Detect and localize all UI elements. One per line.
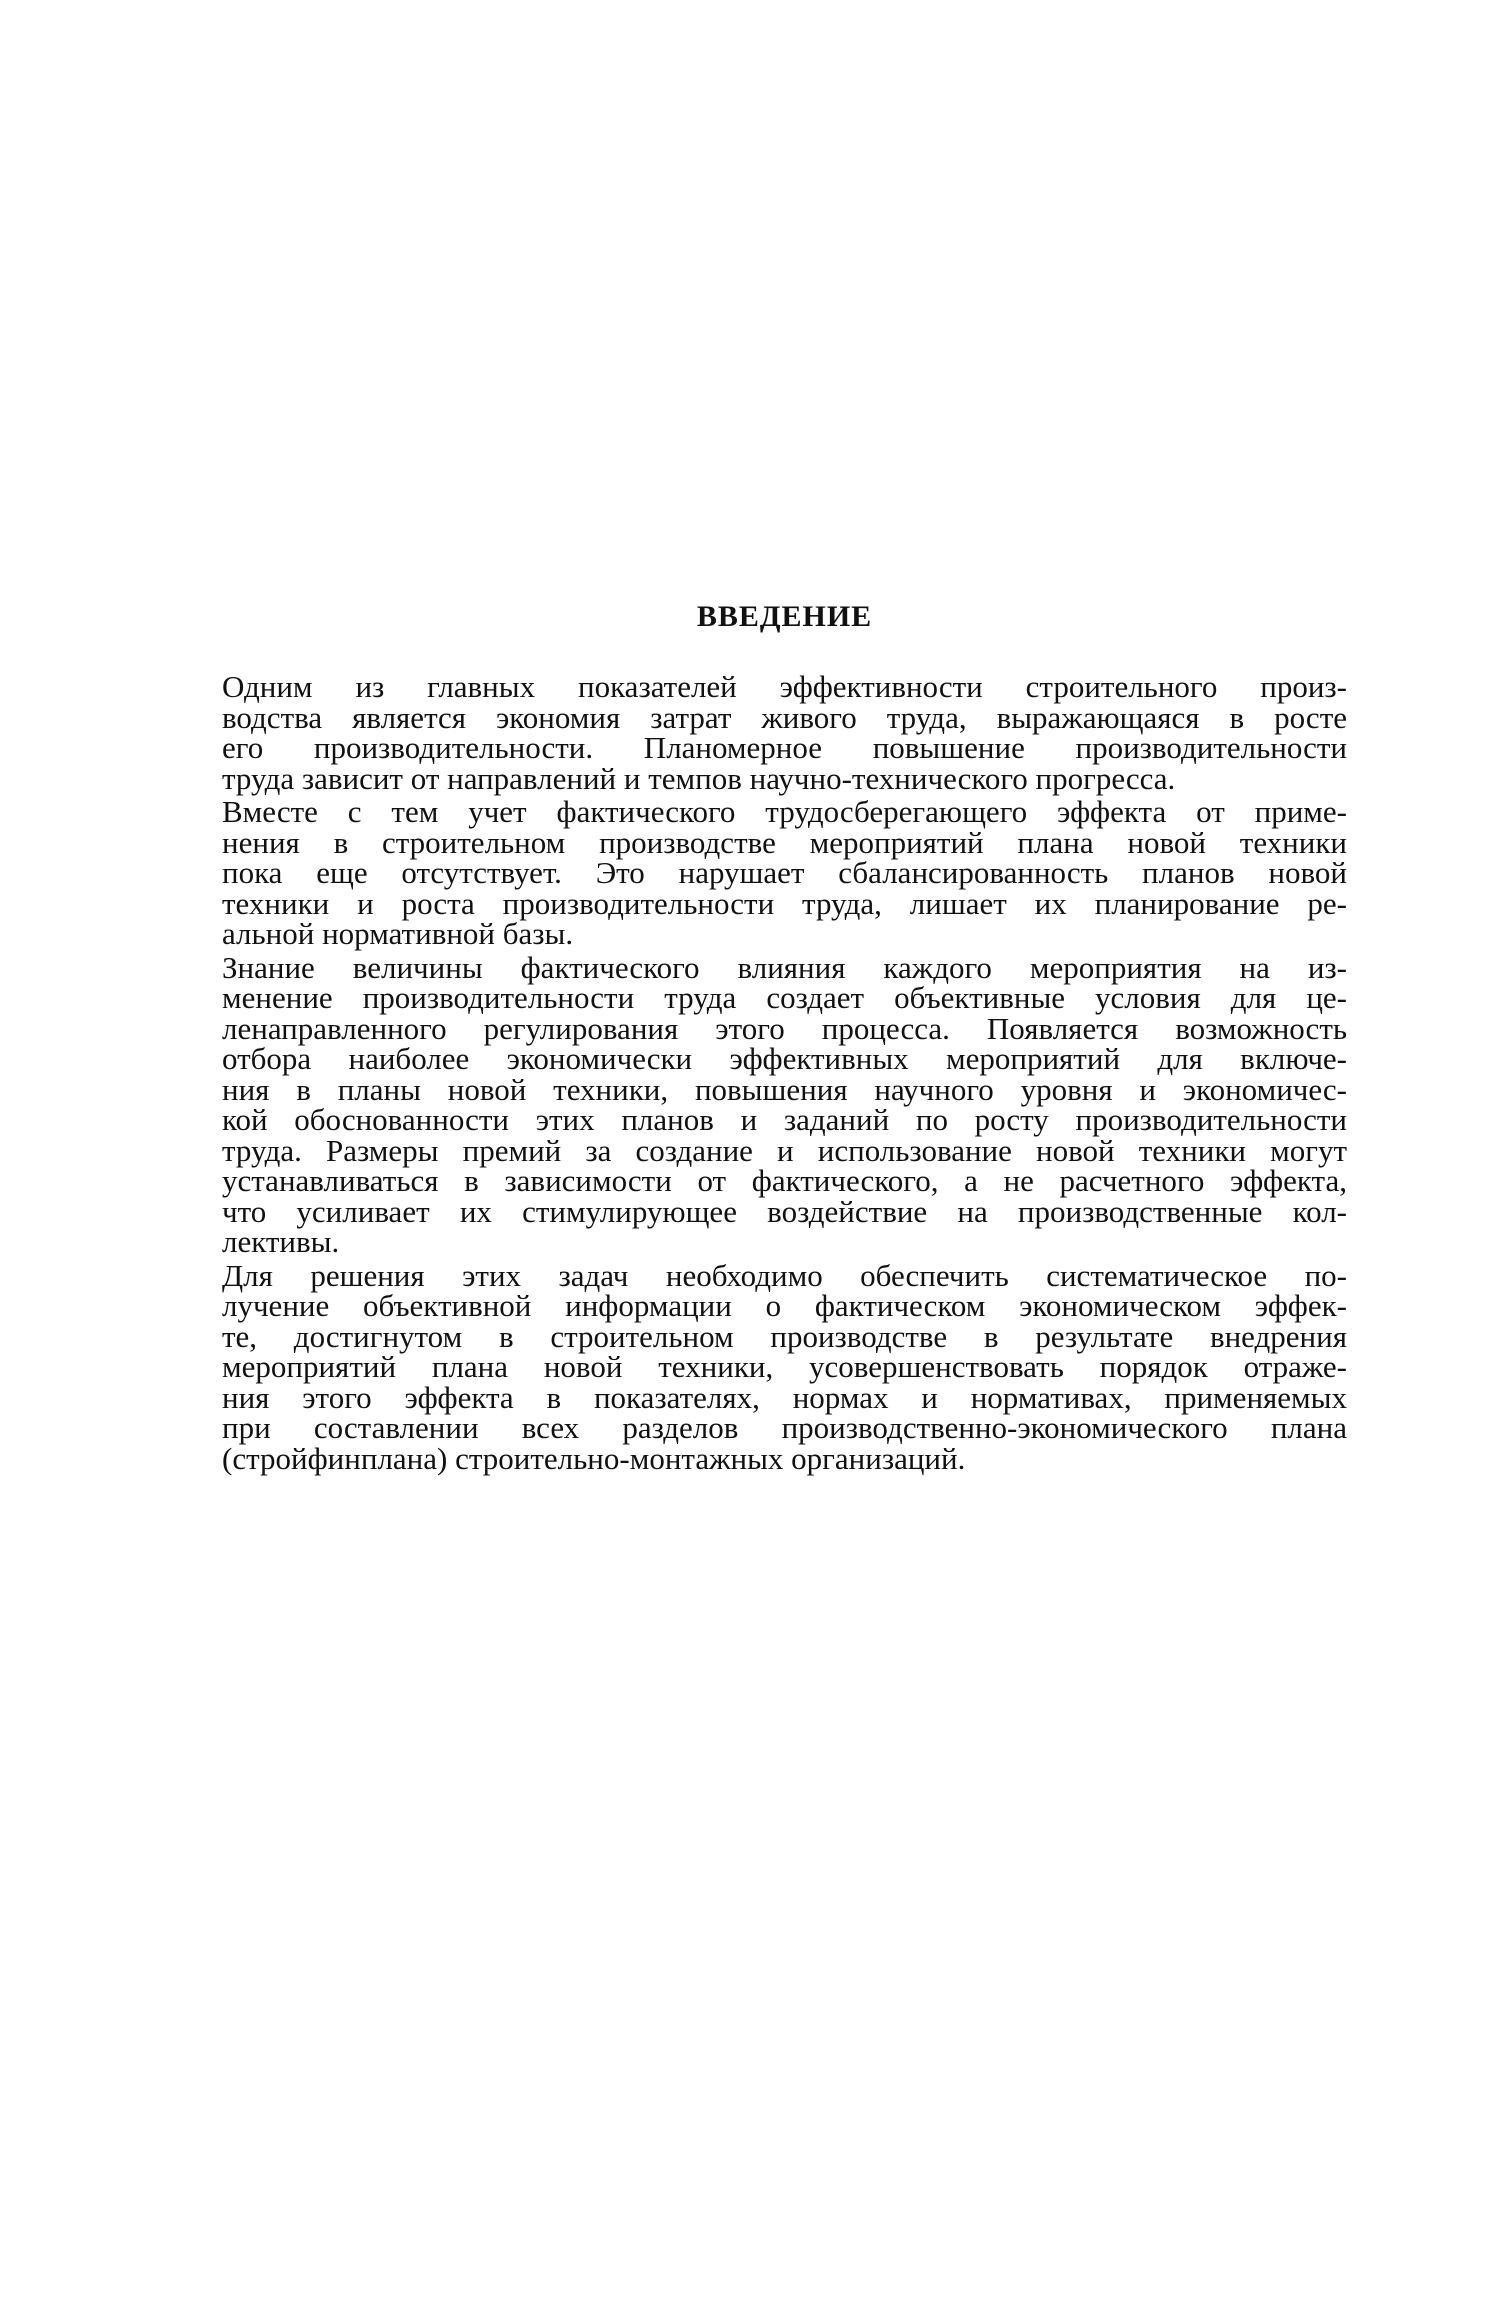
text-line: альной нормативной базы. [222,916,574,951]
text-line: лективы. [222,1224,340,1259]
text-line: техники и роста производительности труда, лишает их планирование ре- [222,885,1347,921]
text-line: кой обоснованности этих планов и заданий по росту производительности [222,1102,1347,1137]
text-line: устанавливаться в зависимости от фактического, а не расчетного эффекта, [222,1163,1347,1198]
text-line: труда зависит от направлений и темпов научно-технического прогресса. [222,760,1176,796]
text-line: нения в строительном производстве мероприятий плана новой техники [222,824,1347,860]
text-line: мероприятий плана новой техники, усовершенствовать порядок отраже- [222,1349,1347,1384]
paragraph [222,949,1347,1259]
paragraph [222,669,1347,796]
text-line: Знание величины фактического влияния каждого мероприятия на из- [222,949,1347,985]
text-line: Вместе с тем учет фактического трудосберегающего эффекта от приме- [222,794,1347,829]
text-line: (стройфинплана) строительно-монтажных организаций. [222,1440,966,1476]
text-line: ния этого эффекта в показателях, нормах и нормативах, применяемых [222,1379,1347,1415]
text-line: труда. Размеры премий за создание и использование новой техники могут [222,1132,1347,1168]
text-line: лучение объективной информации о фактическом экономическом эффек- [222,1288,1347,1323]
text-line: Для решения этих задач необходимо обеспечить систематическое по- [222,1257,1347,1293]
text-line: пока еще отсутствует. Это нарушает сбалансированность планов новой [222,855,1347,890]
text-line: при составлении всех разделов производственно-экономического плана [222,1410,1347,1445]
page-title: ВВЕДЕНИЕ [696,600,873,633]
text-line: отбора наиболее экономически эффективных мероприятий для включе- [222,1041,1347,1076]
text-line: ния в планы новой техники, повышения научного уровня и экономичес- [222,1071,1347,1107]
text-line: Одним из главных показателей эффективности строительного произ- [222,669,1347,704]
text-line: его производительности. Планомерное повышение производительности [222,730,1347,765]
text-line: водства является экономия затрат живого труда, выражающаяся в росте [222,699,1347,735]
text-line: те, достигнутом в строительном производстве в результате внедрения [222,1318,1347,1354]
paragraph [222,794,1347,951]
document-content [222,600,1347,1477]
text-line: ленаправленного регулирования этого процесса. Появляется возможность [222,1010,1347,1046]
paragraph [222,1257,1347,1476]
text-line: что усиливает их стимулирующее воздействие на производственные кол- [222,1193,1347,1229]
text-line: менение производительности труда создает объективные условия для це- [222,980,1347,1015]
